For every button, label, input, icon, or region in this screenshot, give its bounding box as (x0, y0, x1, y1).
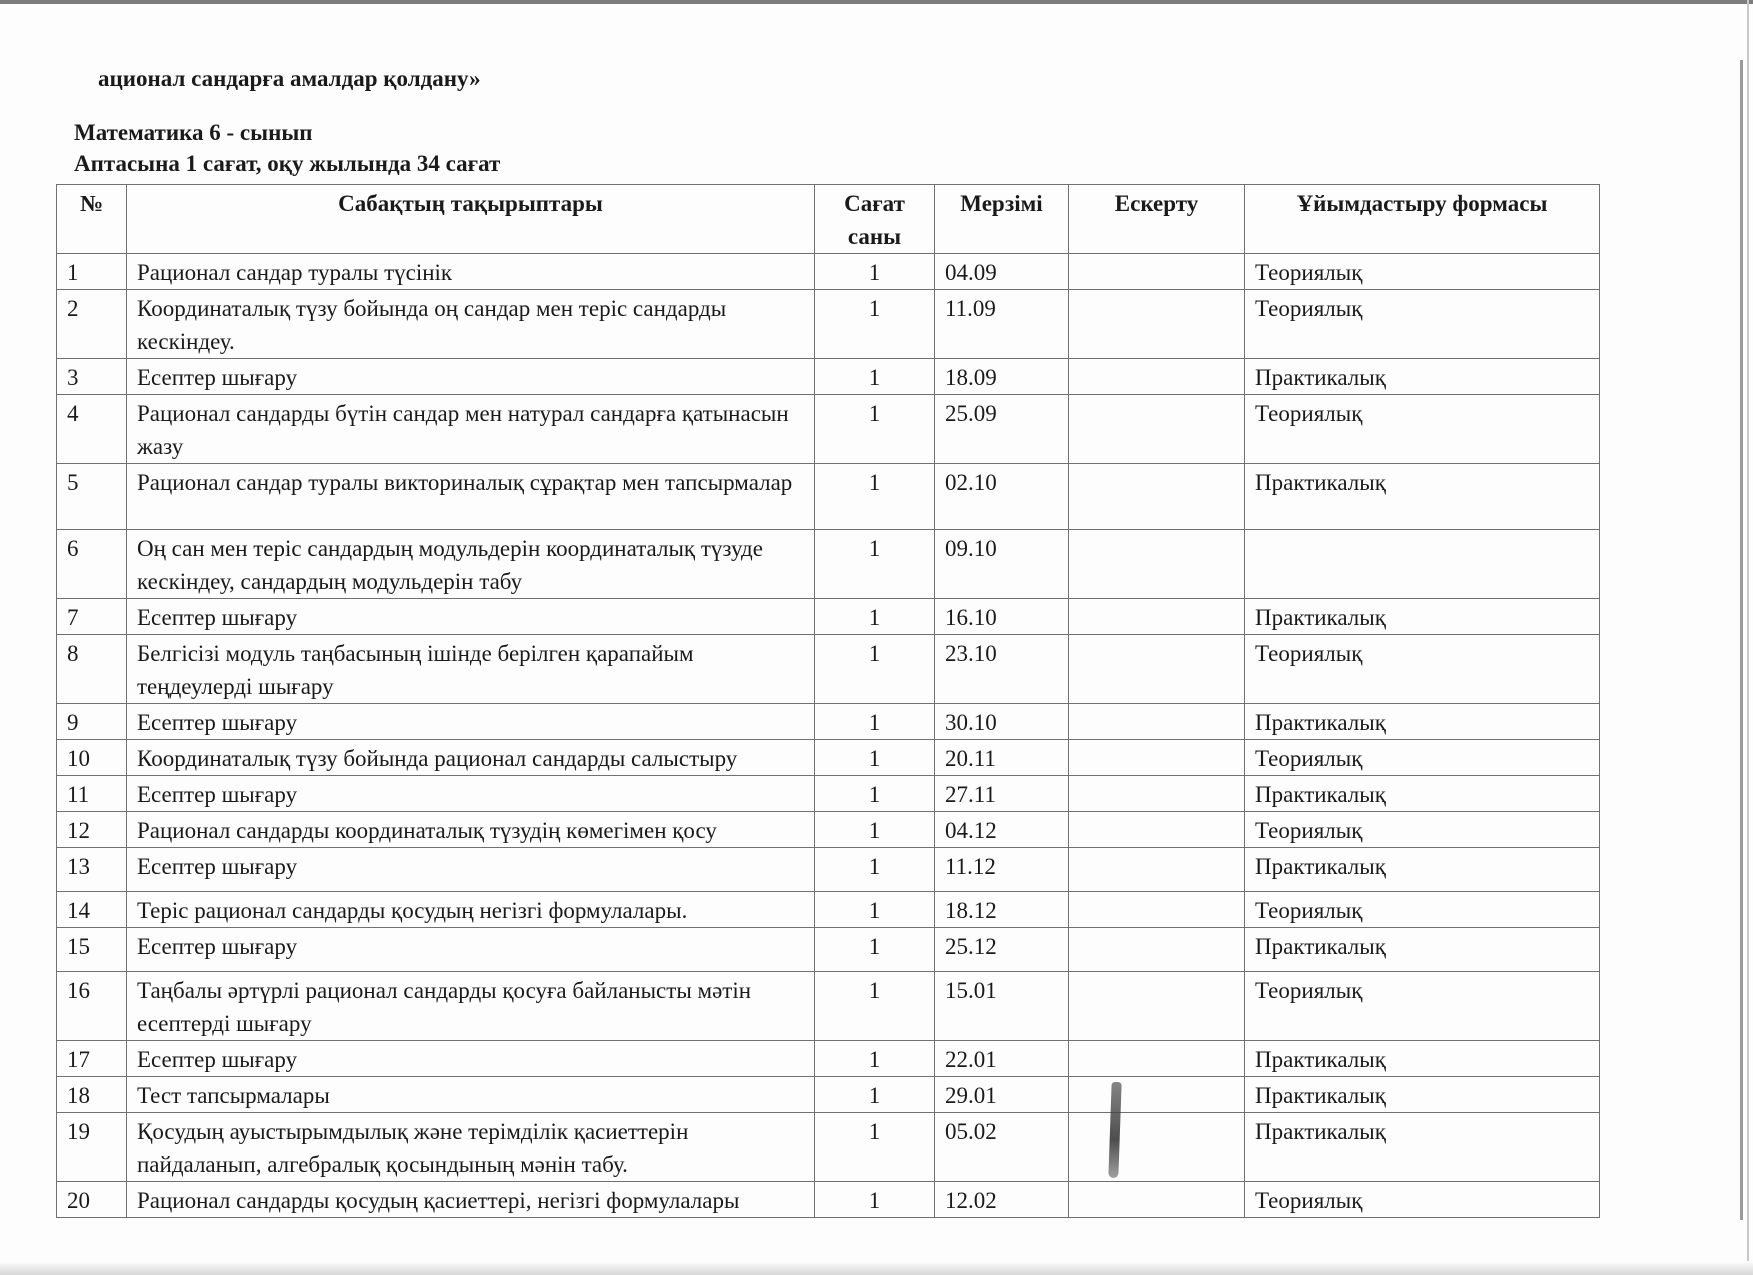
row-note (1069, 812, 1245, 848)
table-row (57, 1113, 1600, 1182)
row-form: Практикалық (1245, 464, 1600, 530)
row-number: 8 (57, 635, 127, 704)
row-date: 11.12 (935, 848, 1069, 892)
row-note (1069, 928, 1245, 972)
row-date: 29.01 (935, 1077, 1069, 1113)
row-hours: 1 (815, 1182, 935, 1218)
subject-line: Математика 6 - сынып (74, 120, 313, 145)
row-note (1069, 359, 1245, 395)
scan-edge-top (0, 0, 1753, 4)
row-topic: Есептер шығару (127, 1041, 815, 1077)
row-hours: 1 (815, 530, 935, 599)
table-row (57, 1041, 1600, 1077)
row-topic: Рационал сандарды қосудың қасиеттері, негізгі формулалары (127, 1182, 815, 1218)
row-form: Теориялық (1245, 635, 1600, 704)
row-form: Практикалық (1245, 776, 1600, 812)
table-header-row (57, 185, 1600, 254)
row-hours: 1 (815, 972, 935, 1041)
table-row (57, 599, 1600, 635)
row-form: Практикалық (1245, 704, 1600, 740)
row-topic: Рационал сандарды координаталық түзудің көмегімен қосу (127, 812, 815, 848)
row-topic: Тест тапсырмалары (127, 1077, 815, 1113)
row-note (1069, 1113, 1245, 1182)
row-note (1069, 254, 1245, 290)
table-row (57, 1182, 1600, 1218)
row-topic: Координаталық түзу бойында оң сандар мен теріс сандарды кескіндеу. (127, 290, 815, 359)
scan-edge-right-outer (1747, 0, 1749, 1275)
row-hours: 1 (815, 1113, 935, 1182)
row-date: 16.10 (935, 599, 1069, 635)
row-date: 05.02 (935, 1113, 1069, 1182)
table-row (57, 928, 1600, 972)
row-date: 09.10 (935, 530, 1069, 599)
row-number: 9 (57, 704, 127, 740)
row-number: 16 (57, 972, 127, 1041)
row-topic: Белгісізі модуль таңбасының ішінде берілген қарапайым теңдеулерді шығару (127, 635, 815, 704)
row-date: 04.09 (935, 254, 1069, 290)
row-date: 11.09 (935, 290, 1069, 359)
row-date: 18.12 (935, 892, 1069, 928)
header-date: Мерзімі (935, 185, 1069, 254)
row-number: 5 (57, 464, 127, 530)
row-hours: 1 (815, 1041, 935, 1077)
row-form (1245, 530, 1600, 599)
table-row (57, 530, 1600, 599)
row-number: 10 (57, 740, 127, 776)
row-number: 15 (57, 928, 127, 972)
row-number: 2 (57, 290, 127, 359)
row-topic: Есептер шығару (127, 848, 815, 892)
row-note (1069, 599, 1245, 635)
row-form: Теориялық (1245, 972, 1600, 1041)
row-topic: Қосудың ауыстырымдылық және терімділік қасиеттерін пайдаланып, алгебралық қосындының мәнін табу. (127, 1113, 815, 1182)
table-row (57, 359, 1600, 395)
row-hours: 1 (815, 848, 935, 892)
row-hours: 1 (815, 290, 935, 359)
row-form: Теориялық (1245, 290, 1600, 359)
row-form: Практикалық (1245, 1041, 1600, 1077)
row-date: 18.09 (935, 359, 1069, 395)
row-note (1069, 1077, 1245, 1113)
row-date: 04.12 (935, 812, 1069, 848)
row-note (1069, 704, 1245, 740)
table-row (57, 1077, 1600, 1113)
row-form: Практикалық (1245, 848, 1600, 892)
row-form: Практикалық (1245, 359, 1600, 395)
hours-line: Аптасына 1 сағат, оқу жылында 34 сағат (74, 151, 501, 176)
row-number: 4 (57, 395, 127, 464)
row-date: 02.10 (935, 464, 1069, 530)
row-note (1069, 1041, 1245, 1077)
row-hours: 1 (815, 928, 935, 972)
row-note (1069, 395, 1245, 464)
row-hours: 1 (815, 599, 935, 635)
row-note (1069, 972, 1245, 1041)
row-topic: Рационал сандарды бүтін сандар мен натурал сандарға қатынасын жазу (127, 395, 815, 464)
row-date: 30.10 (935, 704, 1069, 740)
row-form: Теориялық (1245, 740, 1600, 776)
header-note: Ескерту (1069, 185, 1245, 254)
row-hours: 1 (815, 776, 935, 812)
document-title-fragment: ационал сандарға амалдар қолдану» (98, 66, 481, 91)
header-number: № (57, 185, 127, 254)
table-row (57, 290, 1600, 359)
table-row (57, 812, 1600, 848)
row-hours: 1 (815, 635, 935, 704)
row-form: Теориялық (1245, 254, 1600, 290)
table-row (57, 395, 1600, 464)
row-form: Практикалық (1245, 928, 1600, 972)
row-note (1069, 848, 1245, 892)
row-form: Практикалық (1245, 599, 1600, 635)
row-topic: Рационал сандар туралы түсінік (127, 254, 815, 290)
row-number: 12 (57, 812, 127, 848)
row-number: 19 (57, 1113, 127, 1182)
row-topic: Есептер шығару (127, 928, 815, 972)
row-number: 11 (57, 776, 127, 812)
row-topic: Есептер шығару (127, 776, 815, 812)
header-hours: Сағат саны (815, 185, 935, 254)
row-number: 7 (57, 599, 127, 635)
row-hours: 1 (815, 812, 935, 848)
table-row (57, 848, 1600, 892)
row-topic: Оң сан мен теріс сандардың модульдерін координаталық түзуде кескіндеу, сандардың модульдерін табу (127, 530, 815, 599)
header-form: Ұйымдастыру формасы (1245, 185, 1600, 254)
row-topic: Есептер шығару (127, 599, 815, 635)
row-hours: 1 (815, 892, 935, 928)
row-topic: Координаталық түзу бойында рационал сандарды салыстыру (127, 740, 815, 776)
row-topic: Есептер шығару (127, 704, 815, 740)
row-hours: 1 (815, 704, 935, 740)
row-date: 27.11 (935, 776, 1069, 812)
table-row (57, 972, 1600, 1041)
row-note (1069, 635, 1245, 704)
row-hours: 1 (815, 464, 935, 530)
table-row (57, 254, 1600, 290)
row-topic: Таңбалы әртүрлі рационал сандарды қосуға байланысты мәтін есептерді шығару (127, 972, 815, 1041)
row-hours: 1 (815, 254, 935, 290)
row-note (1069, 1182, 1245, 1218)
row-topic: Есептер шығару (127, 359, 815, 395)
row-form: Теориялық (1245, 1182, 1600, 1218)
scan-edge-right (1740, 60, 1743, 1220)
row-topic: Рационал сандар туралы викториналық сұрақтар мен тапсырмалар (127, 464, 815, 530)
row-form: Теориялық (1245, 812, 1600, 848)
row-date: 25.12 (935, 928, 1069, 972)
row-number: 13 (57, 848, 127, 892)
table-row (57, 704, 1600, 740)
header-topic: Сабақтың тақырыптары (127, 185, 815, 254)
row-date: 25.09 (935, 395, 1069, 464)
row-number: 6 (57, 530, 127, 599)
row-number: 1 (57, 254, 127, 290)
row-hours: 1 (815, 395, 935, 464)
table-row (57, 635, 1600, 704)
row-note (1069, 530, 1245, 599)
scan-edge-bottom (0, 1261, 1753, 1275)
row-topic: Теріс рационал сандарды қосудың негізгі формулалары. (127, 892, 815, 928)
table-row (57, 892, 1600, 928)
table-row (57, 740, 1600, 776)
row-form: Теориялық (1245, 892, 1600, 928)
row-form: Практикалық (1245, 1077, 1600, 1113)
row-date: 20.11 (935, 740, 1069, 776)
row-number: 18 (57, 1077, 127, 1113)
row-number: 20 (57, 1182, 127, 1218)
row-form: Теориялық (1245, 395, 1600, 464)
row-date: 15.01 (935, 972, 1069, 1041)
row-note (1069, 290, 1245, 359)
row-hours: 1 (815, 1077, 935, 1113)
table-row (57, 464, 1600, 530)
row-date: 12.02 (935, 1182, 1069, 1218)
lesson-plan-table (56, 184, 1600, 1218)
row-note (1069, 776, 1245, 812)
row-hours: 1 (815, 359, 935, 395)
row-number: 17 (57, 1041, 127, 1077)
row-form: Практикалық (1245, 1113, 1600, 1182)
table-row (57, 776, 1600, 812)
row-note (1069, 464, 1245, 530)
row-note (1069, 892, 1245, 928)
row-hours: 1 (815, 740, 935, 776)
row-date: 22.01 (935, 1041, 1069, 1077)
row-number: 3 (57, 359, 127, 395)
row-date: 23.10 (935, 635, 1069, 704)
row-note (1069, 740, 1245, 776)
row-number: 14 (57, 892, 127, 928)
